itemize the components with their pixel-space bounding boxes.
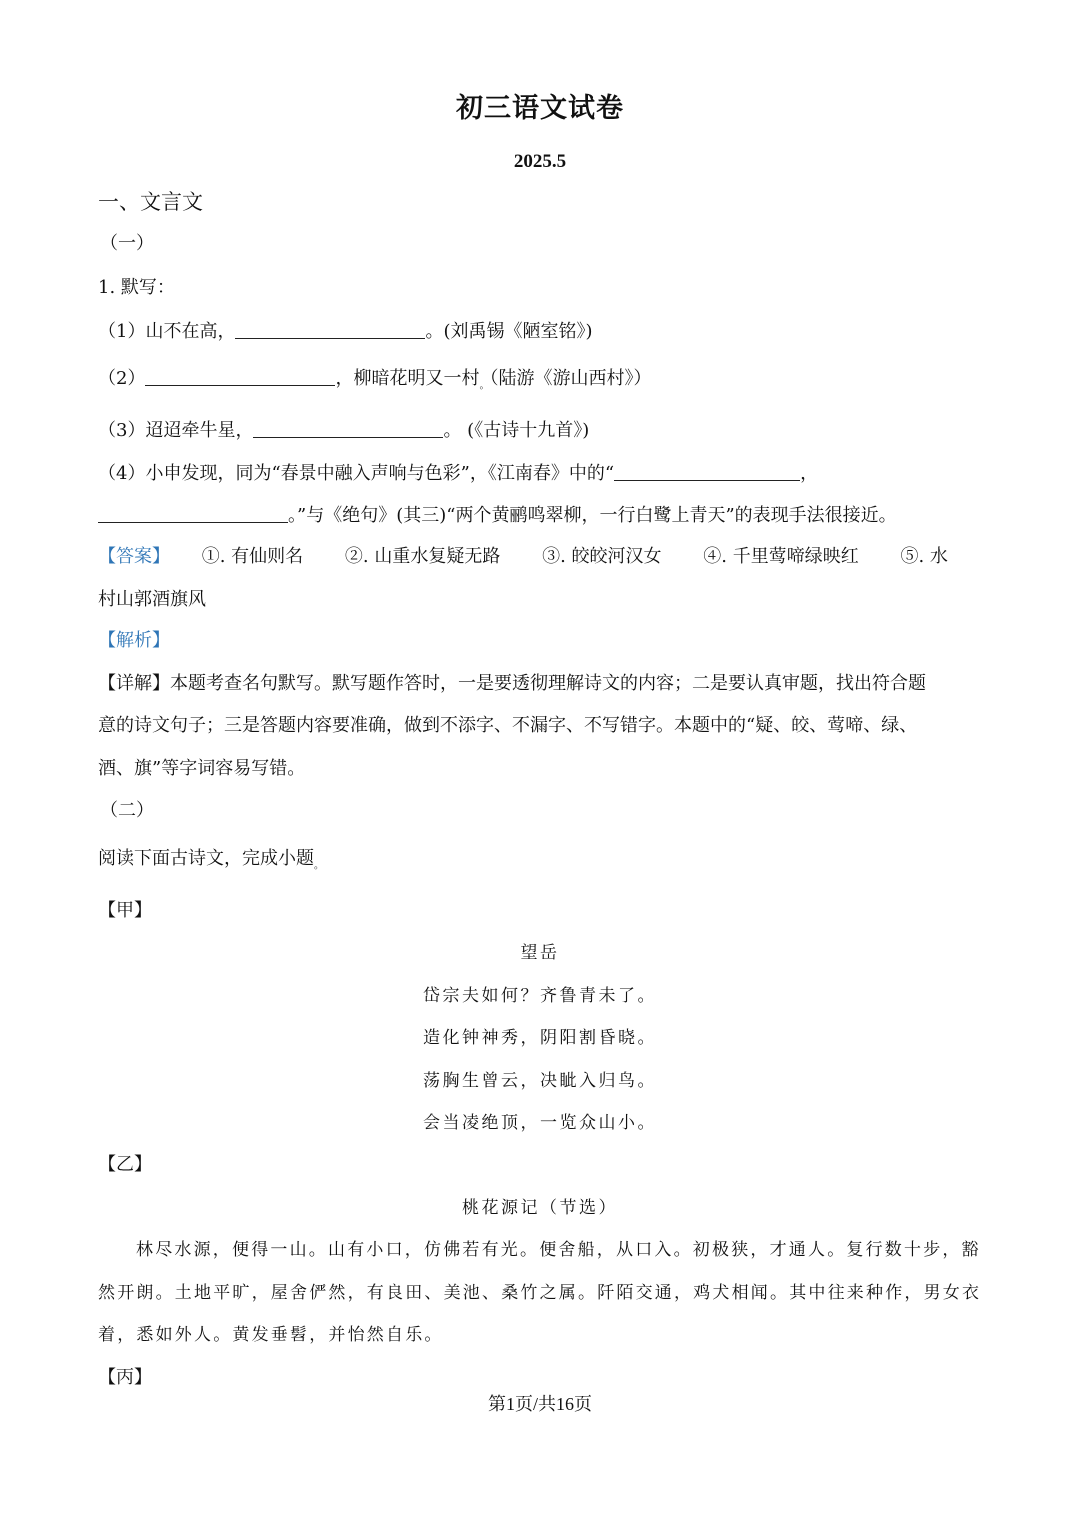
dictation-item-1 (98, 318, 982, 344)
exam-date: 2025.5 (513, 151, 567, 172)
prose-line-1: 林尽水源，便得一山。山有小口，仿佛若有光。便舍船，从口入。初极狭，才通人。复行数十步，豁 (136, 1240, 981, 1260)
answer-blank-3[interactable] (253, 417, 443, 438)
passage-jia-label: 【甲】 (98, 900, 152, 921)
instruction-text: 阅读下面古诗文，完成小题 (98, 848, 314, 869)
item-2-suffix: ，柳暗花明又一村 (335, 368, 480, 389)
answer-4: ④. 千里莺啼绿映红 (703, 546, 859, 567)
answer-blank-5[interactable] (98, 502, 288, 523)
passage-bing-label: 【丙】 (98, 1367, 152, 1388)
answer-row (98, 545, 982, 569)
question-1-label: 1. 默写： (98, 277, 175, 298)
detail-line-3: 酒、旗”等字词容易写错。 (98, 758, 306, 779)
answer-2: ②. 山重水复疑无路 (344, 546, 501, 567)
poem-title: 望岳 (520, 943, 560, 963)
poem-line-3: 荡胸生曾云，决眦入归鸟。 (423, 1071, 657, 1091)
prose-line-2: 然开朗。土地平旷，屋舍俨然，有良田、美池、桑竹之属。阡陌交通，鸡犬相闻。其中往来种作，男女衣 (98, 1283, 982, 1303)
reading-instruction (98, 847, 982, 879)
item-4-line2: 。”与《绝句》(其三)“两个黄鹂鸣翠柳，一行白鹭上青天”的表现手法很接近。 (288, 505, 897, 526)
item-4-prefix: （4）小申发现，同为“春景中融入声响与色彩”，《江南春》中的“ (98, 463, 615, 484)
dictation-item-4-cont (98, 502, 982, 528)
item-3-suffix: 。 (《古诗十九首》) (443, 420, 590, 441)
answer-5: ⑤. 水 (900, 546, 948, 567)
dictation-item-4 (98, 460, 982, 486)
page-number: 第1页/共16页 (487, 1394, 592, 1414)
section-heading-classical: 一、文言文 (98, 190, 203, 214)
answer-blank-2[interactable] (145, 365, 335, 386)
poem-line-2: 造化钟神秀，阴阳割昏晓。 (423, 1028, 657, 1048)
item-4-suffix: ， (800, 463, 819, 484)
answer-continuation: 村山郭酒旗风 (98, 589, 206, 610)
detail-line-2: 意的诗文句子；三是答题内容要准确，做到不添字、不漏字、不写错字。本题中的“疑、皎、莺啼、绿、 (98, 715, 918, 736)
dictation-item-2 (98, 365, 982, 399)
poem-line-4: 会当凌绝顶，一览众山小。 (423, 1113, 657, 1133)
prose-title: 桃花源记（节选） (462, 1198, 618, 1218)
item-1-suffix: 。(刘禹锡《陋室铭》) (425, 321, 593, 342)
answer-blank-1[interactable] (235, 318, 425, 339)
page-title: 初三语文试卷 (456, 93, 624, 124)
item-1-prefix: （1）山不在高， (98, 321, 236, 342)
answer-3: ③. 皎皎河汉女 (542, 546, 662, 567)
passage-yi-label: 【乙】 (98, 1154, 152, 1175)
item-2-dot: 。 (479, 380, 490, 392)
answer-blank-4[interactable] (614, 460, 800, 481)
poem-line-1: 岱宗夫如何？齐鲁青未了。 (423, 986, 657, 1006)
item-3-prefix: （3）迢迢牵牛星， (98, 420, 254, 441)
item-2-tail: （陆游《游山西村》） (489, 368, 652, 389)
detail-line-1: 【详解】本题考查名句默写。默写题作答时，一是要透彻理解诗文的内容；二是要认真审题，找出符合题 (98, 673, 926, 694)
prose-line-3: 着，悉如外人。黄发垂髫，并怡然自乐。 (98, 1325, 444, 1345)
instruction-dot: 。 (314, 860, 324, 872)
answer-1: ①. 有仙则名 (201, 546, 304, 567)
analysis-label: 【解析】 (98, 630, 170, 651)
part-one-label: （一） (100, 233, 154, 254)
dictation-item-3 (98, 417, 982, 443)
answer-label: 【答案】 (98, 546, 170, 567)
item-2-prefix: （2） (98, 368, 146, 389)
part-two-label: （二） (100, 800, 154, 821)
